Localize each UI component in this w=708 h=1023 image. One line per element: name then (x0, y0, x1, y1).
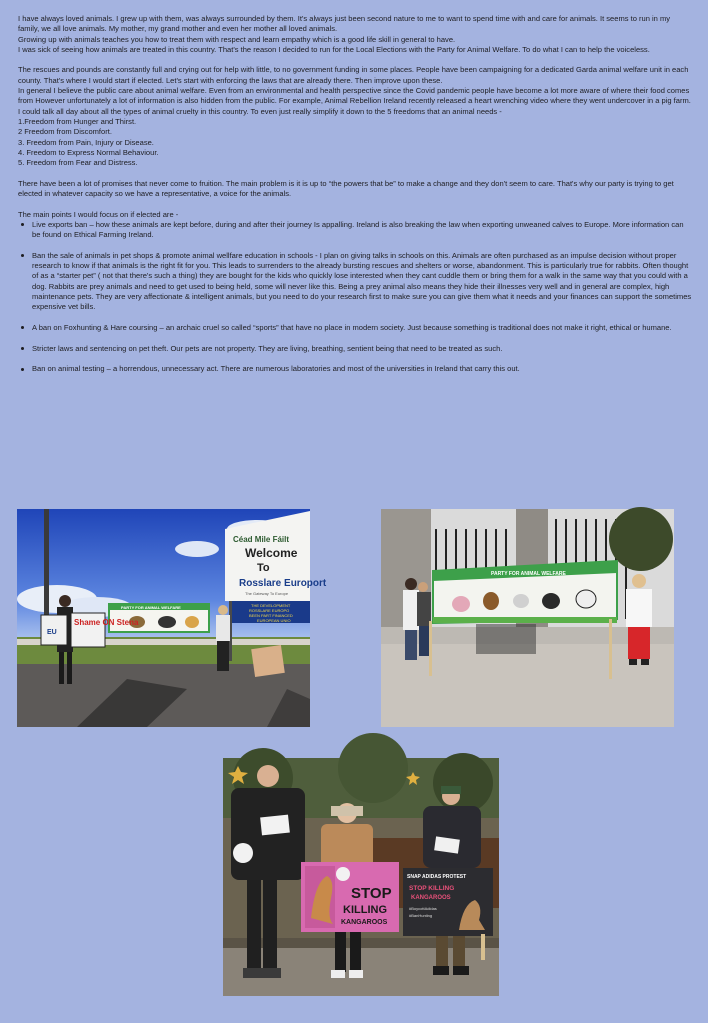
points-heading: The main points I would focus on if elected are - (18, 209, 179, 219)
photo-rosslare-protest (17, 509, 327, 727)
poster-right-hashtag-1: #BoycottAdidas (409, 906, 437, 911)
poster-stop: STOP (351, 885, 392, 902)
point-pet-shops: Ban the sale of animals in pet shops & promote animal wellfare education in schools - I plan on giving talks in schools on this. Animals are often purchased as an impulse decision without proper research to know if that animals is the right fit for you. This leads to surrenders to the already bursting rescues and shelters or worse, abandonment. This is particularly true for rabbits. Often thought of as a “starter pet” ( not that there's such a thing) they are bought for the kids who quickly lose interested when they cant cuddle them or bring them for a walk in the same way that you could with a dog. Rabbits are prey animals and need to get used to being held, some will never like this. Being a prey animal also means they hide their illnesses very well and in general are complex, high maintenance pets. They are very affectionate & intelligent animals, but you need to do your research first to make sure you can give them what it needs and your finances can support the sometimes expensive vet bills. (18, 251, 692, 313)
poster-kangaroos: KANGAROOS (341, 919, 388, 926)
photo1-banner-text: PARTY FOR ANIMAL WELFARE (121, 605, 181, 610)
sign-footer-4: EUROPEAN UNIO (257, 618, 291, 623)
intro-line-2: Growing up with animals teaches you how to treat them with respect and learn empathy which is a good life skill in general to have. (18, 34, 456, 44)
placard-eu: EU (47, 629, 57, 636)
placard-shame-on-stena: Shame ON Stena (74, 618, 139, 627)
article-text (18, 14, 692, 385)
photo2-banner-text: PARTY FOR ANIMAL WELFARE (491, 571, 566, 577)
photo-banner-protest (381, 509, 674, 727)
point-pet-theft: Stricter laws and sentencing on pet theft. Our pets are not property. They are living, breathing, sentient being that need to be treated as such. (18, 344, 692, 354)
freedom-5: 5. Freedom from Fear and Distress. (18, 158, 138, 168)
poster-right-hashtag-2: #BanHunting (409, 913, 433, 918)
point-foxhunting: A ban on Foxhunting & Hare coursing – an archaic cruel so called “sports” that have no place in modern society. Just because something is traditional does not make it right, ethical or humane. (18, 323, 692, 333)
poster-right-kangaroos: KANGAROOS (411, 895, 451, 901)
freedom-1: 1.Freedom from Hunger and Thirst. (18, 116, 137, 126)
points-list (18, 220, 692, 374)
sign-footer-3: BEEN PART FINANCED (249, 613, 293, 618)
point-live-exports: Live exports ban – how these animals are kept before, during and after their journey Is appalling. Ireland is also breaking the law when exporting unweaned calves to Europe. More information can be found on Ethical Farming Ireland. (18, 220, 692, 241)
point-animal-testing: Ban on animal testing – a horrendous, unnecessary act. There are numerous laboratories and most of the universities in Ireland that carry this out. (18, 364, 692, 374)
sign-footer-1: THE DEVELOPMENT (251, 603, 291, 608)
intro-line-1: I have always loved animals. I grew up with them, was always surrounded by them. It's always just been second nature to me to want to spend time with and care for animals. It seems to run in my family, we all love animals. My mother, my grand mother and even her mother all loved animals. (18, 14, 671, 34)
sign-cead-mile: Céad Mile Fáilt (233, 535, 290, 544)
sign-welcome: Welcome (245, 546, 298, 560)
paragraph-public: In general I believe the public care about animal welfare. Even from an environmental and health perspective since the Covid pandemic people have become a lot more aware of where their food comes from However unfortunately a lot of information is also hidden from the public. For example, Animal Rebellion Ireland recently released a heart wrenching video where they went undercover in a pig farm. I could talk all day about all the types of animal cruelty in this country. To even just really simplify it down to the 5 freedoms that an animal needs - (18, 86, 691, 116)
sign-footer-2: ROSSLARE EUROPO (249, 608, 290, 613)
paragraph-promises: There have been a lot of promises that never come to fruition. The main problem is it is up to “the powers that be” to make a change and they don't seem to care. That's why our party is trying to get elected in whatever capacity so we have a representative, a voice for the animals. (18, 178, 674, 199)
freedom-4: 4. Freedom to Express Normal Behaviour. (18, 147, 159, 157)
sign-tagline: The Gateway To Europe (245, 591, 289, 596)
photo-kangaroo-protest (223, 758, 499, 996)
intro-line-3: I was sick of seeing how animals are treated in this country. That's the reason I decided to run for the Local Elections with the Party for Animal Welfare. To do what I can to help the voiceless. (18, 44, 650, 54)
poster-right-heading: SNAP ADIDAS PROTEST (407, 874, 467, 880)
sign-to: To (257, 562, 270, 574)
freedom-2: 2 Freedom from Discomfort. (18, 127, 112, 137)
sign-brand: Rosslare Europort (239, 578, 327, 589)
freedom-3: 3. Freedom from Pain, Injury or Disease. (18, 137, 154, 147)
poster-killing: KILLING (343, 904, 387, 916)
poster-right-stop-killing: STOP KILLING (409, 885, 455, 892)
paragraph-rescues: The rescues and pounds are constantly full and crying out for help with little, to no government funding in some places. People have been campaigning for a dedicated Garda animal welfare unit in each county. That's where I would start if elected. Let's start with enforcing the laws that are already there. Then improve upon these. (18, 65, 689, 85)
